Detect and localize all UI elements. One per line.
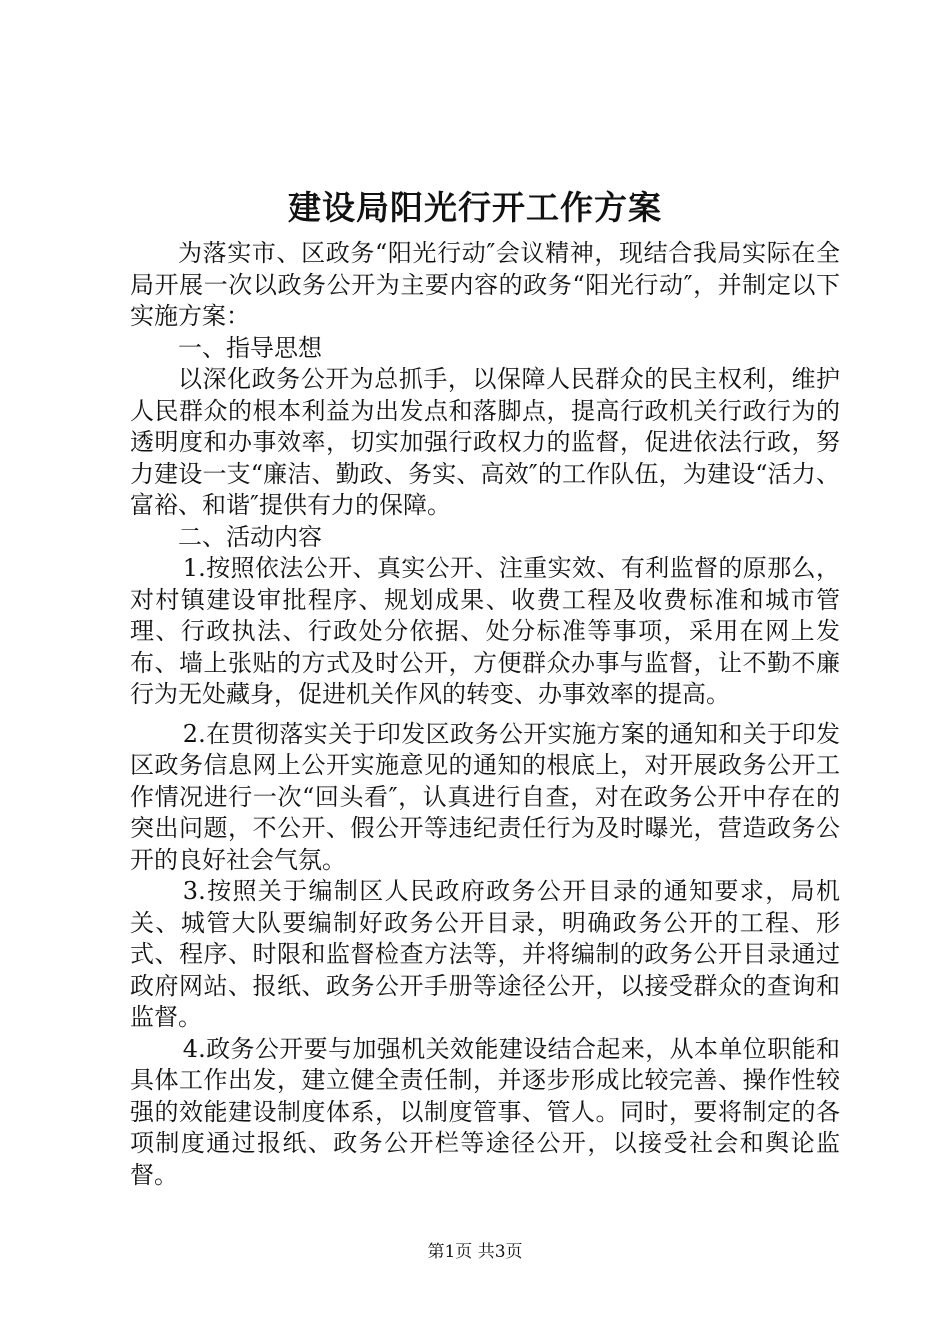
document-title: 建设局阳光行开工作方案 <box>288 188 662 227</box>
guiding-thought-paragraph: 以深化政务公开为总抓手，以保障人民群众的民主权利，维护人民群众的根本利益为出发点和落脚点，提高行政机关行政行为的透明度和办事效率，切实加强行政权力的监督，促进依法行政，努力建设一支“廉洁、勤政、务实、高效″的工作队伍，为建设“活力、富裕、和谐″提供有力的保障。 <box>130 365 840 519</box>
activity-item-2: 2.在贯彻落实关于印发区政务公开实施方案的通知和关于印发区政务信息网上公开实施意见的通知的根底上，对开展政务公开工作情况进行一次“回头看″，认真进行自查，对在政务公开中存在的突出问题，不公开、假公开等违纪责任行为及时曝光，营造政务公开的良好社会气氛。 <box>130 719 840 874</box>
activity-item-1: 1.按照依法公开、真实公开、注重实效、有利监督的原那么，对村镇建设审批程序、规划成果、收费工程及收费标准和城市管理、行政执法、行政处分依据、处分标准等事项，采用在网上发布、墙上张贴的方式及时公开，方便群众办事与监督，让不勤不廉行为无处藏身，促进机关作风的转变、办事效率的提高。 <box>130 554 840 708</box>
page-number: 第1页 共3页 <box>427 1242 523 1262</box>
section-heading-activities: 二、活动内容 <box>178 522 322 551</box>
activity-item-4: 4.政务公开要与加强机关效能建设结合起来，从本单位职能和具体工作出发，建立健全责任制，并逐步形成比较完善、操作性较强的效能建设制度体系，以制度管事、管人。同时，要将制定的各项制度通过报纸、政务公开栏等途径公开，以接受社会和舆论监督。 <box>130 1034 840 1189</box>
activity-item-3: 3.按照关于编制区人民政府政务公开目录的通知要求，局机关、城管大队要编制好政务公开目录，明确政务公开的工程、形式、程序、时限和监督检查方法等，并将编制的政务公开目录通过政府网站、报纸、政务公开手册等途径公开，以接受群众的查询和监督。 <box>130 877 840 1031</box>
document-body <box>130 238 840 1191</box>
intro-paragraph: 为落实市、区政务“阳光行动″会议精神，现结合我局实际在全局开展一次以政务公开为主要内容的政务“阳光行动″，并制定以下实施方案： <box>130 239 840 330</box>
section-heading-guiding-thought: 一、指导思想 <box>178 333 322 362</box>
